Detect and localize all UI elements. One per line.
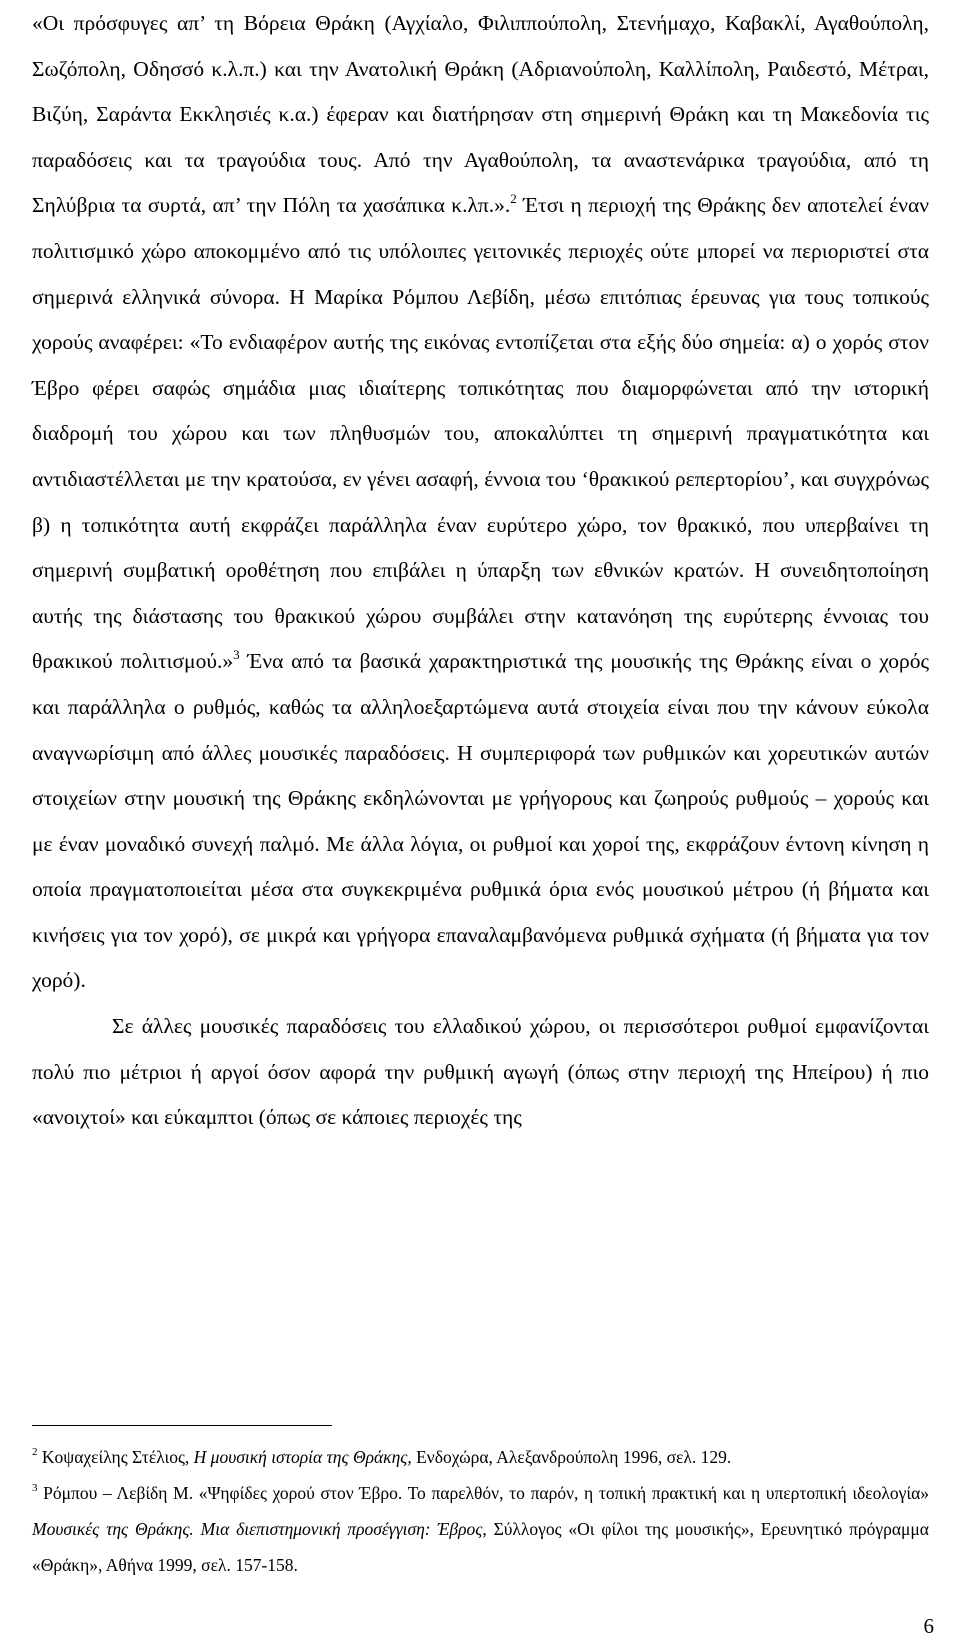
footnote-separator bbox=[32, 1425, 332, 1426]
footnote-text: Ενδοχώρα, Αλεξανδρούπολη 1996, σελ. 129. bbox=[411, 1447, 732, 1467]
footnote-3 bbox=[32, 1475, 929, 1583]
footnote-number: 2 bbox=[32, 1446, 38, 1458]
body-text bbox=[32, 0, 929, 1141]
footnote-ref-2[interactable]: 2 bbox=[510, 191, 517, 207]
paragraph-1-text-b: Έτσι η περιοχή της Θράκης δεν αποτελεί έναν πολιτισμικό χώρο αποκομμένο από τις υπόλοιπες γειτονικές περιοχές ούτε μπορεί να περιοριστεί στα σημερινά ελληνικά σύνορα. Η Μαρίκα Ρόμπου Λεβίδη, μέσω επιτόπιας έρευνας για τους τοπικούς χορούς αναφέρει: «Το ενδιαφέρον αυτής της εικόνας εντοπίζεται στα εξής δύο σημεία: α) ο χορός στον Έβρο φέρει σαφώς σημάδια μιας ιδιαίτερης τοπικότητας που διαμορφώνεται από την ιστορική διαδρομή του χώρου και των πληθυσμών του, αποκαλύπτει τη σημερινή πραγματικότητα και αντιδιαστέλλεται με την κρατούσα, εν γένει ασαφή, έννοια του ‘θρακικού ρεπερτορίου’, και συγχρόνως β) η τοπικότητα αυτή εκφράζει παράλληλα έναν ευρύτερο χώρο, τον θρακικό, που υπερβαίνει τη σημερινή συμβατική οροθέτηση που επιβάλει η ύπαρξη των εθνικών κρατών. Η συνειδητοποίηση αυτής της διάστασης του θρακικού χώρου συμβάλει στην κατανόηση της ευρύτερης έννοιας του θρακικού πολιτισμού.» bbox=[32, 193, 929, 674]
page-number: 6 bbox=[923, 1614, 934, 1638]
footnote-title: Η μουσική ιστορία της Θράκης, bbox=[193, 1447, 412, 1467]
paragraph-1-text-a: «Οι πρόσφυγες απ’ τη Βόρεια Θράκη (Αγχίαλο, Φιλιππούπολη, Στενήμαχο, Καβακλί, Αγαθούπολη, Σωζόπολη, Οδησσό κ.λ.π.) και την Ανατολική Θράκη (Αδριανούπολη, Καλλίπολη, Ραιδεστό, Μέτραι, Βιζύη, Σαράντα Εκκλησιές κ.α.) έφεραν και διατήρησαν στη σημερινή Θράκη και τη Μακεδονία τις παραδόσεις και τα τραγούδια τους. Από την Αγαθούπολη, τα αναστενάρικα τραγούδια, από τη Σηλύβρια τα συρτά, απ’ την Πόλη τα χασάπικα κ.λπ.». bbox=[32, 11, 929, 218]
footnote-text: Κοψαχείλης Στέλιος, bbox=[37, 1447, 194, 1467]
footnote-ref-3[interactable]: 3 bbox=[233, 647, 240, 663]
footnotes bbox=[32, 1439, 929, 1583]
paragraph-2: Σε άλλες μουσικές παραδόσεις του ελλαδικού χώρου, οι περισσότεροι ρυθμοί εμφανίζονται πολύ πιο μέτριοι ή αργοί όσον αφορά την ρυθμική αγωγή (όπως στην περιοχή της Ηπείρου) ή πιο «ανοιχτοί» και εύκαμπτοι (όπως σε κάποιες περιοχές της bbox=[32, 1014, 929, 1130]
footnote-text: , Σύλλογος «Οι φίλοι της μουσικής», Ερευνητικό πρόγραμμα «Θράκη», Αθήνα 1999, σελ. 157-158. bbox=[32, 1519, 929, 1575]
footnote-text: Ρόμπου – Λεβίδη Μ. «Ψηφίδες χορού στον Έβρο. Το παρελθόν, το παρόν, η τοπική πρακτική και η υπερτοπική ιδεολογία» bbox=[37, 1483, 929, 1503]
document-page bbox=[32, 0, 929, 1141]
footnote-number: 3 bbox=[32, 1482, 38, 1494]
paragraph-1 bbox=[32, 1, 929, 1004]
footnote-title: Μουσικές της Θράκης. Μια διεπιστημονική προσέγγιση: Έβρος bbox=[32, 1519, 483, 1539]
footnote-2 bbox=[32, 1439, 929, 1475]
paragraph-1-text-c: Ένα από τα βασικά χαρακτηριστικά της μουσικής της Θράκης είναι ο χορός και παράλληλα ο ρυθμός, καθώς τα αλληλοεξαρτώμενα αυτά στοιχεία είναι που την κάνουν εύκολα αναγνωρίσιμη από άλλες μουσικές παραδόσεις. Η συμπεριφορά των ρυθμικών και χορευτικών αυτών στοιχείων στην μουσική της Θράκης εκδηλώνονται με γρήγορους και ζωηρούς ρυθμούς – χορούς και με έναν μοναδικό συνεχή παλμό. Με άλλα λόγια, οι ρυθμοί και χοροί της, εκφράζουν έντονη κίνηση η οποία πραγματοποιείται μέσα στα συγκεκριμένα ρυθμικά όρια ενός μουσικού μέτρου (ή βήματα και κινήσεις για τον χορό), σε μικρά και γρήγορα επαναλαμβανόμενα ρυθμικά σχήματα (ή βήματα για τον χορό). bbox=[32, 649, 930, 993]
